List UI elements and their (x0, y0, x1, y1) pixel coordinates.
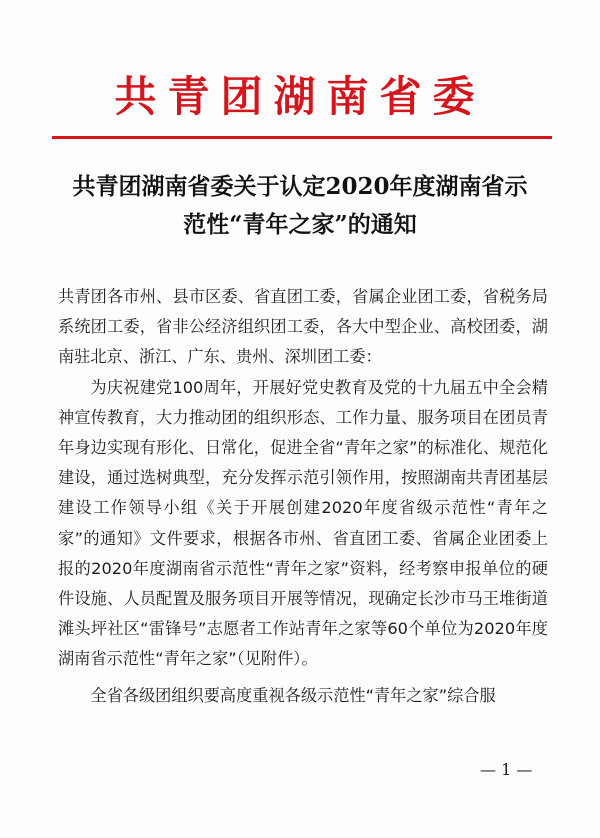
masthead: 共青团湖南省委 (114, 72, 486, 121)
title-line-1: 共青团湖南省委关于认定2020年度湖南省示 (72, 173, 528, 200)
addressee: 共青团各市州、县市区委、省直团工委，省属企业团工委，省税务局系统团工委，省非公经济组织团工委，各大中型企业、高校团委，湖南驻北京、浙江、广东、贵州、深圳团工委： (58, 287, 548, 367)
paragraph-1: 为庆祝建党100周年，开展好党史教育及党的十九届五中全会精神宣传教育，大力推动团的组织形态、工作力量、服务项目在团员青年身边实现有形化、日常化，促进全省“青年之家”的标准化、规范化建设，通过选树典型，充分发挥示范引领作用，按照湖南共青团基层建设工作领导小组《关于开展创建2020年度省级示范性“青年之家”的通知》文件要求，根据各市州、省直团工委、省属企业团委上报的2020年度湖南省示范性“青年之家”资料，经考察申报单位的硬件设施、人员配置及服务项目开展等情况，现确定长沙市马王堆街道滩头坪社区“雷锋号”志愿者工作站青年之家等60个单位为2020年度湖南省示范性“青年之家”（见附件）。 (58, 377, 548, 669)
document-body (58, 282, 548, 711)
page-number: — 1 — (480, 760, 533, 779)
document-title (40, 168, 560, 244)
paragraph-2: 全省各级团组织要高度重视各级示范性“青年之家”综合服 (90, 685, 496, 705)
red-divider-line (52, 136, 552, 139)
title-line-2: 范性“青年之家”的通知 (183, 211, 417, 238)
